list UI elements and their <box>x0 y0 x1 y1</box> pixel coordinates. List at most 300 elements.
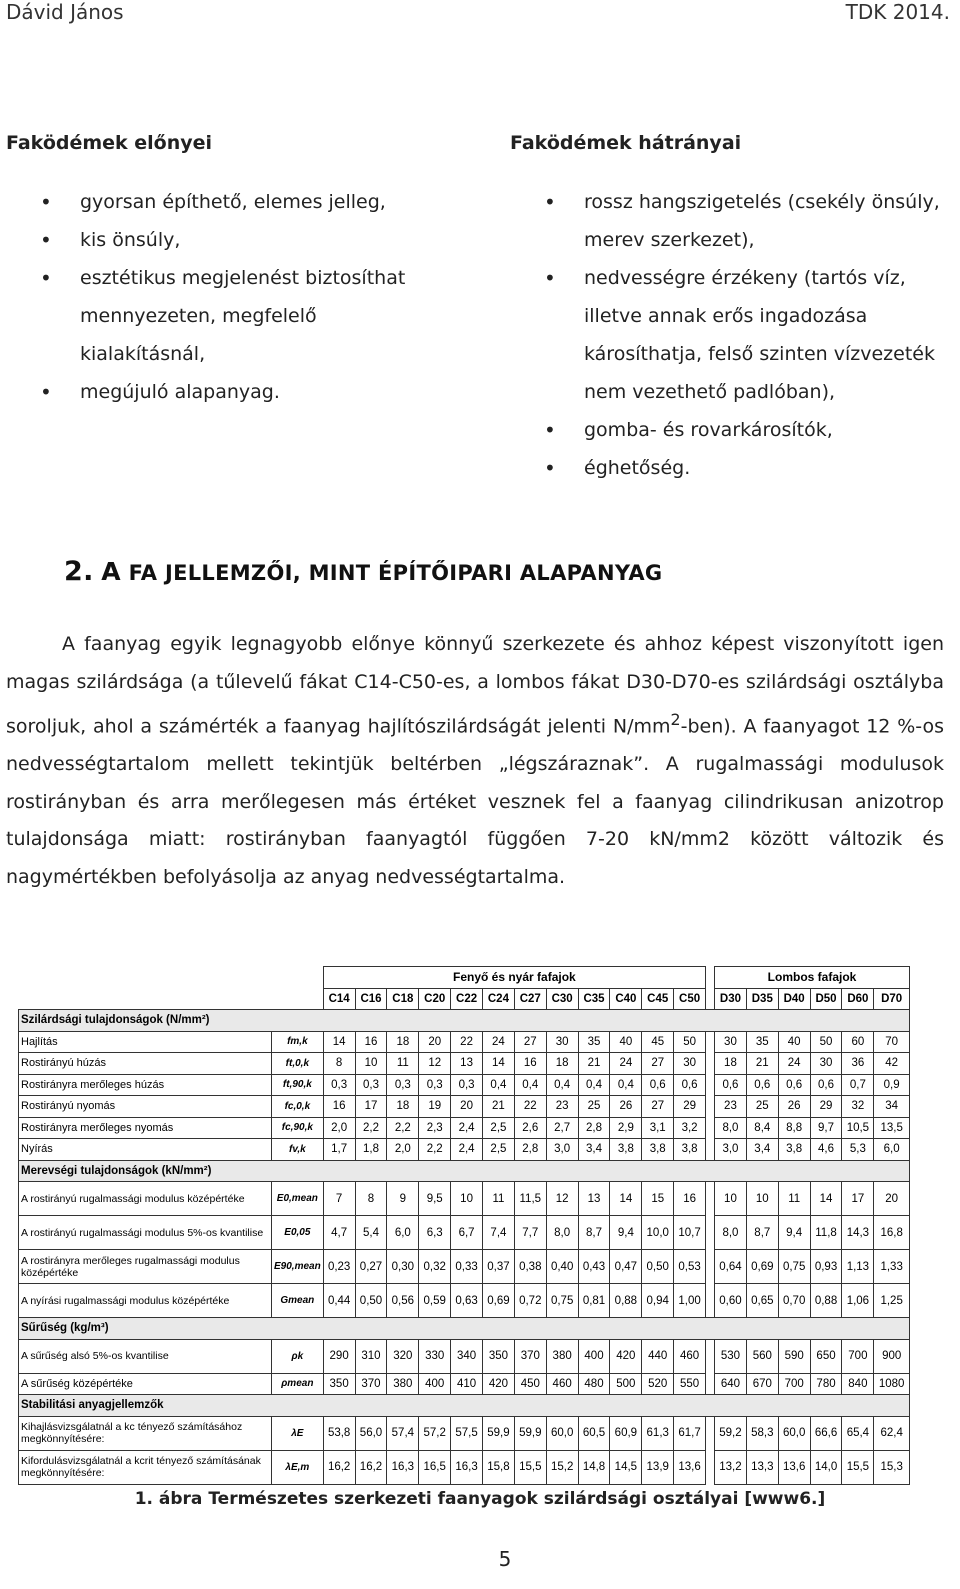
table-cell: 13,5 <box>874 1117 910 1139</box>
table-cell: 7,7 <box>514 1216 546 1250</box>
table-cell: 60,0 <box>778 1416 810 1450</box>
table-cell: 10 <box>746 1182 778 1216</box>
table-section-row <box>19 1010 910 1032</box>
table-cell: 11 <box>483 1182 515 1216</box>
table-cell: 18 <box>387 1031 419 1053</box>
cell-gap <box>706 1139 715 1161</box>
table-cell: 0,50 <box>355 1284 387 1318</box>
table-cell: 14 <box>610 1182 642 1216</box>
row-symbol: E0,mean <box>272 1182 324 1216</box>
table-cell: 35 <box>746 1031 778 1053</box>
section-heading <box>64 556 662 587</box>
table-cell: 13,6 <box>674 1450 706 1484</box>
table-cell: 8,8 <box>778 1117 810 1139</box>
row-symbol: λE <box>272 1416 324 1450</box>
grade-header: D60 <box>842 988 874 1010</box>
table-cell: 56,0 <box>355 1416 387 1450</box>
table-cell: 560 <box>746 1339 778 1373</box>
table-cell: 21 <box>746 1053 778 1075</box>
table-cell: 30 <box>715 1031 747 1053</box>
table-cell: 0,60 <box>715 1284 747 1318</box>
section-first-letter: A <box>101 557 121 586</box>
table-cell: 640 <box>715 1373 747 1395</box>
table-cell: 1,7 <box>323 1139 355 1161</box>
advantages-title: Faködémek előnyei <box>6 132 213 154</box>
table-cell: 0,3 <box>355 1074 387 1096</box>
table-cell: 24 <box>483 1031 515 1053</box>
table-cell: 61,3 <box>642 1416 674 1450</box>
grade-header: C20 <box>419 988 451 1010</box>
table-cell: 410 <box>451 1373 483 1395</box>
cell-gap <box>706 1250 715 1284</box>
table-cell: 0,33 <box>451 1250 483 1284</box>
table-cell: 0,75 <box>546 1284 578 1318</box>
table-cell: 60,5 <box>578 1416 610 1450</box>
row-symbol: Gmean <box>272 1284 324 1318</box>
table-cell: 9,4 <box>610 1216 642 1250</box>
table-cell: 35 <box>578 1031 610 1053</box>
grade-header: D70 <box>874 988 910 1010</box>
table-cell: 0,3 <box>419 1074 451 1096</box>
row-symbol: E90,mean <box>272 1250 324 1284</box>
table-cell: 530 <box>715 1339 747 1373</box>
strength-class-table-figure <box>18 966 910 1479</box>
cell-gap <box>706 1416 715 1450</box>
table-cell: 0,93 <box>810 1250 842 1284</box>
disadvantages-list <box>510 183 950 487</box>
cell-gap <box>706 1182 715 1216</box>
grade-header: C16 <box>355 988 387 1010</box>
table-cell: 1,06 <box>842 1284 874 1318</box>
table-cell: 14,5 <box>610 1450 642 1484</box>
header-author: Dávid János <box>6 0 124 24</box>
table-cell: 9 <box>387 1182 419 1216</box>
grade-header: C22 <box>451 988 483 1010</box>
grade-header: C18 <box>387 988 419 1010</box>
table-cell: 0,88 <box>610 1284 642 1318</box>
disadvantages-title: Faködémek hátrányai <box>510 132 742 154</box>
table-cell: 670 <box>746 1373 778 1395</box>
grade-header: C45 <box>642 988 674 1010</box>
table-cell: 0,4 <box>514 1074 546 1096</box>
table-cell: 65,4 <box>842 1416 874 1450</box>
table-cell: 11,5 <box>514 1182 546 1216</box>
cell-gap <box>706 1284 715 1318</box>
table-cell: 2,9 <box>610 1117 642 1139</box>
table-cell: 60 <box>842 1031 874 1053</box>
table-cell: 330 <box>419 1339 451 1373</box>
table-cell: 0,9 <box>874 1074 910 1096</box>
table-cell: 2,2 <box>387 1117 419 1139</box>
table-cell: 53,8 <box>323 1416 355 1450</box>
table-cell: 57,2 <box>419 1416 451 1450</box>
table-cell: 13,9 <box>642 1450 674 1484</box>
table-cell: 3,8 <box>642 1139 674 1161</box>
cell-gap <box>706 1450 715 1484</box>
table-cell: 2,8 <box>514 1139 546 1161</box>
grade-header: D50 <box>810 988 842 1010</box>
table-row <box>19 1096 910 1118</box>
row-label: Kihajlásvizsgálatnál a kc tényező számításához megkönnyítésére: <box>19 1416 272 1450</box>
table-cell: 16,2 <box>355 1450 387 1484</box>
table-cell: 340 <box>451 1339 483 1373</box>
table-cell: 0,47 <box>610 1250 642 1284</box>
table-cell: 0,69 <box>746 1250 778 1284</box>
table-cell: 4,7 <box>323 1216 355 1250</box>
section-title: Szilárdsági tulajdonságok (N/mm²) <box>19 1010 910 1032</box>
group-softwood: Fenyő és nyár fafajok <box>323 967 705 989</box>
table-cell: 0,6 <box>715 1074 747 1096</box>
grade-header: D40 <box>778 988 810 1010</box>
table-cell: 15,5 <box>514 1450 546 1484</box>
table-cell: 0,6 <box>746 1074 778 1096</box>
table-cell: 3,0 <box>715 1139 747 1161</box>
table-cell: 0,3 <box>323 1074 355 1096</box>
table-cell: 14 <box>810 1182 842 1216</box>
table-cell: 0,70 <box>778 1284 810 1318</box>
table-cell: 0,4 <box>578 1074 610 1096</box>
table-cell: 2,2 <box>355 1117 387 1139</box>
section-title: Stabilitási anyagjellemzők <box>19 1395 910 1417</box>
table-cell: 15,2 <box>546 1450 578 1484</box>
row-label: A nyírási rugalmassági modulus középértéke <box>19 1284 272 1318</box>
table-cell: 1,33 <box>874 1250 910 1284</box>
table-cell: 34 <box>874 1096 910 1118</box>
table-cell: 3,2 <box>674 1117 706 1139</box>
table-cell: 350 <box>483 1339 515 1373</box>
table-cell: 400 <box>419 1373 451 1395</box>
table-cell: 21 <box>578 1053 610 1075</box>
table-cell: 0,69 <box>483 1284 515 1318</box>
table-cell: 58,3 <box>746 1416 778 1450</box>
table-row <box>19 1139 910 1161</box>
table-cell: 16 <box>514 1053 546 1075</box>
table-cell: 1080 <box>874 1373 910 1395</box>
table-cell: 1,25 <box>874 1284 910 1318</box>
table-cell: 62,4 <box>874 1416 910 1450</box>
table-cell: 380 <box>387 1373 419 1395</box>
table-cell: 42 <box>874 1053 910 1075</box>
table-cell: 15,5 <box>842 1450 874 1484</box>
table-cell: 15,8 <box>483 1450 515 1484</box>
table-cell: 20 <box>874 1182 910 1216</box>
table-cell: 370 <box>355 1373 387 1395</box>
table-cell: 16,5 <box>419 1450 451 1484</box>
table-cell: 3,0 <box>546 1139 578 1161</box>
table-cell: 22 <box>514 1096 546 1118</box>
row-symbol: ρk <box>272 1339 324 1373</box>
table-row <box>19 1182 910 1216</box>
table-cell: 60,0 <box>546 1416 578 1450</box>
table-cell: 16,2 <box>323 1450 355 1484</box>
table-cell: 11 <box>387 1053 419 1075</box>
row-symbol: fc,0,k <box>272 1096 324 1118</box>
table-cell: 12 <box>419 1053 451 1075</box>
table-cell: 840 <box>842 1373 874 1395</box>
paragraph-part2: -ben). A faanyagot 12 %-os nedvességtartalom mellett tekintjük beltérben „légszáraznak”. A rugalmassági modulusok rostirányban és arra merőlegesen más értéket vesznek fel a faanyag cilindrikusan anizotrop tulajdonsága miatt: rostirányban faanyagtól függően 7-20 kN/mm2 között változik és nagymértékben befolyásolja az anyag nedvességtartalma. <box>6 715 945 888</box>
table-row <box>19 1339 910 1373</box>
list-item: • esztétikus megjelenést biztosíthat mennyezeten, megfelelő kialakításnál, <box>6 259 446 373</box>
table-cell: 0,6 <box>810 1074 842 1096</box>
table-cell: 420 <box>610 1339 642 1373</box>
table-cell: 3,8 <box>610 1139 642 1161</box>
table-cell: 13,6 <box>778 1450 810 1484</box>
table-cell: 14,8 <box>578 1450 610 1484</box>
cell-gap <box>706 1373 715 1395</box>
table-cell: 36 <box>842 1053 874 1075</box>
advantages-list <box>6 183 446 411</box>
cell-gap <box>706 1031 715 1053</box>
table-cell: 6,0 <box>387 1216 419 1250</box>
table-cell: 400 <box>578 1339 610 1373</box>
table-cell: 5,4 <box>355 1216 387 1250</box>
table-cell: 0,38 <box>514 1250 546 1284</box>
body-paragraph <box>6 626 944 896</box>
table-cell: 10,5 <box>842 1117 874 1139</box>
paragraph-part1: A faanyag egyik legnagyobb előnye könnyű szerkezete és ahhoz képest viszonyított igen magas szilárdsága (a tűlevelű fákat C14-C50-es, a lombos fákat D30-D70-es szilárdsági osztályba soroljuk, ahol a számérték a faanyag hajlítószilárdságát jelenti N/mm <box>6 633 944 738</box>
row-label: Rostirányú nyomás <box>19 1096 272 1118</box>
row-symbol: fm,k <box>272 1031 324 1053</box>
table-cell: 3,8 <box>674 1139 706 1161</box>
table-cell: 10,0 <box>642 1216 674 1250</box>
table-cell: 32 <box>842 1096 874 1118</box>
cell-gap <box>706 1216 715 1250</box>
table-cell: 310 <box>355 1339 387 1373</box>
table-cell: 14,0 <box>810 1450 842 1484</box>
table-row <box>19 1250 910 1284</box>
table-cell: 8,0 <box>715 1216 747 1250</box>
table-cell: 0,53 <box>674 1250 706 1284</box>
table-cell: 13,2 <box>715 1450 747 1484</box>
table-cell: 0,37 <box>483 1250 515 1284</box>
table-cell: 700 <box>778 1373 810 1395</box>
list-item: • nedvességre érzékeny (tartós víz, illetve annak erős ingadozása károsíthatja, felső szinten vízvezeték nem vezethető padlóban), <box>510 259 950 411</box>
table-cell: 20 <box>419 1031 451 1053</box>
row-label: Rostirányú húzás <box>19 1053 272 1075</box>
table-cell: 8 <box>323 1053 355 1075</box>
table-cell: 13 <box>578 1182 610 1216</box>
table-cell: 370 <box>514 1339 546 1373</box>
table-cell: 29 <box>810 1096 842 1118</box>
row-label: Nyírás <box>19 1139 272 1161</box>
table-cell: 3,4 <box>746 1139 778 1161</box>
table-cell: 7,4 <box>483 1216 515 1250</box>
table-cell: 0,40 <box>546 1250 578 1284</box>
table-cell: 700 <box>842 1339 874 1373</box>
cell-gap <box>706 1117 715 1139</box>
table-cell: 27 <box>642 1053 674 1075</box>
table-row <box>19 1416 910 1450</box>
table-cell: 57,4 <box>387 1416 419 1450</box>
table-cell: 420 <box>483 1373 515 1395</box>
table-cell: 9,5 <box>419 1182 451 1216</box>
table-cell: 19 <box>419 1096 451 1118</box>
table-cell: 18 <box>715 1053 747 1075</box>
grade-header: C14 <box>323 988 355 1010</box>
table-cell: 16 <box>323 1096 355 1118</box>
table-cell: 11,8 <box>810 1216 842 1250</box>
table-cell: 550 <box>674 1373 706 1395</box>
row-symbol: λE,m <box>272 1450 324 1484</box>
table-cell: 8,0 <box>546 1216 578 1250</box>
table-cell: 3,1 <box>642 1117 674 1139</box>
table-cell: 440 <box>642 1339 674 1373</box>
grade-header: C24 <box>483 988 515 1010</box>
table-cell: 1,00 <box>674 1284 706 1318</box>
table-cell: 18 <box>387 1096 419 1118</box>
row-label: Kifordulásvizsgálatnál a kcrit tényező számításának megkönnyítésére: <box>19 1450 272 1484</box>
table-cell: 17 <box>842 1182 874 1216</box>
table-cell: 4,6 <box>810 1139 842 1161</box>
table-cell: 8,7 <box>746 1216 778 1250</box>
list-item: • gyorsan építhető, elemes jelleg, <box>6 183 446 221</box>
row-label: Rostirányra merőleges húzás <box>19 1074 272 1096</box>
table-cell: 590 <box>778 1339 810 1373</box>
table-cell: 16,3 <box>451 1450 483 1484</box>
table-cell: 0,50 <box>642 1250 674 1284</box>
table-row <box>19 1450 910 1484</box>
table-cell: 6,0 <box>874 1139 910 1161</box>
table-section-row <box>19 1395 910 1417</box>
table-cell: 0,59 <box>419 1284 451 1318</box>
table-cell: 900 <box>874 1339 910 1373</box>
table-row <box>19 1031 910 1053</box>
table-section-row <box>19 1318 910 1340</box>
table-cell: 0,6 <box>778 1074 810 1096</box>
table-cell: 2,4 <box>451 1117 483 1139</box>
table-cell: 21 <box>483 1096 515 1118</box>
table-cell: 16 <box>355 1031 387 1053</box>
strength-class-table <box>18 966 910 1485</box>
table-cell: 2,7 <box>546 1117 578 1139</box>
table-cell: 13 <box>451 1053 483 1075</box>
table-cell: 9,4 <box>778 1216 810 1250</box>
table-cell: 0,72 <box>514 1284 546 1318</box>
table-cell: 2,8 <box>578 1117 610 1139</box>
table-cell: 12 <box>546 1182 578 1216</box>
table-cell: 15,3 <box>874 1450 910 1484</box>
table-cell: 0,65 <box>746 1284 778 1318</box>
grade-header: D35 <box>746 988 778 1010</box>
cell-gap <box>706 1339 715 1373</box>
table-cell: 0,4 <box>546 1074 578 1096</box>
table-cell: 0,81 <box>578 1284 610 1318</box>
table-cell: 16,3 <box>387 1450 419 1484</box>
table-cell: 6,7 <box>451 1216 483 1250</box>
table-cell: 0,64 <box>715 1250 747 1284</box>
table-cell: 2,0 <box>323 1117 355 1139</box>
cell-gap <box>706 1074 715 1096</box>
table-cell: 320 <box>387 1339 419 1373</box>
row-symbol: E0,05 <box>272 1216 324 1250</box>
table-cell: 0,4 <box>610 1074 642 1096</box>
table-cell: 16 <box>674 1182 706 1216</box>
table-cell: 59,2 <box>715 1416 747 1450</box>
table-group-row <box>19 967 910 989</box>
table-cell: 66,6 <box>810 1416 842 1450</box>
grade-header: C30 <box>546 988 578 1010</box>
table-cell: 650 <box>810 1339 842 1373</box>
table-cell: 0,94 <box>642 1284 674 1318</box>
table-cell: 23 <box>715 1096 747 1118</box>
grade-header: C40 <box>610 988 642 1010</box>
table-corner <box>19 967 324 1010</box>
table-cell: 24 <box>778 1053 810 1075</box>
table-cell: 15 <box>642 1182 674 1216</box>
section-title: Merevségi tulajdonságok (kN/mm²) <box>19 1160 910 1182</box>
table-cell: 57,5 <box>451 1416 483 1450</box>
table-cell: 460 <box>674 1339 706 1373</box>
table-cell: 70 <box>874 1031 910 1053</box>
section-title: Sűrűség (kg/m³) <box>19 1318 910 1340</box>
list-item: • kis önsúly, <box>6 221 446 259</box>
table-cell: 61,7 <box>674 1416 706 1450</box>
table-cell: 0,6 <box>674 1074 706 1096</box>
row-symbol: ρmean <box>272 1373 324 1395</box>
table-cell: 9,7 <box>810 1117 842 1139</box>
cell-gap <box>706 1096 715 1118</box>
table-cell: 30 <box>674 1053 706 1075</box>
row-symbol: fv,k <box>272 1139 324 1161</box>
row-label: A sűrűség alsó 5%-os kvantilise <box>19 1339 272 1373</box>
table-cell: 0,27 <box>355 1250 387 1284</box>
section-number: 2. <box>64 556 94 587</box>
header-event: TDK 2014. <box>845 0 950 24</box>
table-cell: 0,4 <box>483 1074 515 1096</box>
row-symbol: ft,90,k <box>272 1074 324 1096</box>
table-cell: 8 <box>355 1182 387 1216</box>
grade-header: D30 <box>715 988 747 1010</box>
table-cell: 0,30 <box>387 1250 419 1284</box>
table-cell: 23 <box>546 1096 578 1118</box>
table-cell: 6,3 <box>419 1216 451 1250</box>
table-cell: 0,75 <box>778 1250 810 1284</box>
table-cell: 0,3 <box>387 1074 419 1096</box>
table-cell: 13,3 <box>746 1450 778 1484</box>
table-cell: 380 <box>546 1339 578 1373</box>
table-cell: 480 <box>578 1373 610 1395</box>
table-cell: 7 <box>323 1182 355 1216</box>
table-cell: 8,0 <box>715 1117 747 1139</box>
table-cell: 3,8 <box>778 1139 810 1161</box>
table-cell: 11 <box>778 1182 810 1216</box>
table-row <box>19 1117 910 1139</box>
table-cell: 2,4 <box>451 1139 483 1161</box>
row-label: A sűrűség középértéke <box>19 1373 272 1395</box>
table-row <box>19 1284 910 1318</box>
table-cell: 500 <box>610 1373 642 1395</box>
table-cell: 1,13 <box>842 1250 874 1284</box>
table-cell: 60,9 <box>610 1416 642 1450</box>
table-cell: 50 <box>810 1031 842 1053</box>
table-cell: 18 <box>546 1053 578 1075</box>
list-item: • éghetőség. <box>510 449 950 487</box>
row-symbol: fc,90,k <box>272 1117 324 1139</box>
table-cell: 2,6 <box>514 1117 546 1139</box>
table-cell: 0,63 <box>451 1284 483 1318</box>
table-cell: 30 <box>810 1053 842 1075</box>
table-row <box>19 1074 910 1096</box>
table-cell: 14,3 <box>842 1216 874 1250</box>
table-cell: 45 <box>642 1031 674 1053</box>
table-cell: 520 <box>642 1373 674 1395</box>
table-cell: 22 <box>451 1031 483 1053</box>
table-cell: 780 <box>810 1373 842 1395</box>
table-cell: 25 <box>746 1096 778 1118</box>
row-label: Rostirányra merőleges nyomás <box>19 1117 272 1139</box>
row-label: A rostirányú rugalmassági modulus 5%-os kvantilise <box>19 1216 272 1250</box>
table-cell: 27 <box>514 1031 546 1053</box>
